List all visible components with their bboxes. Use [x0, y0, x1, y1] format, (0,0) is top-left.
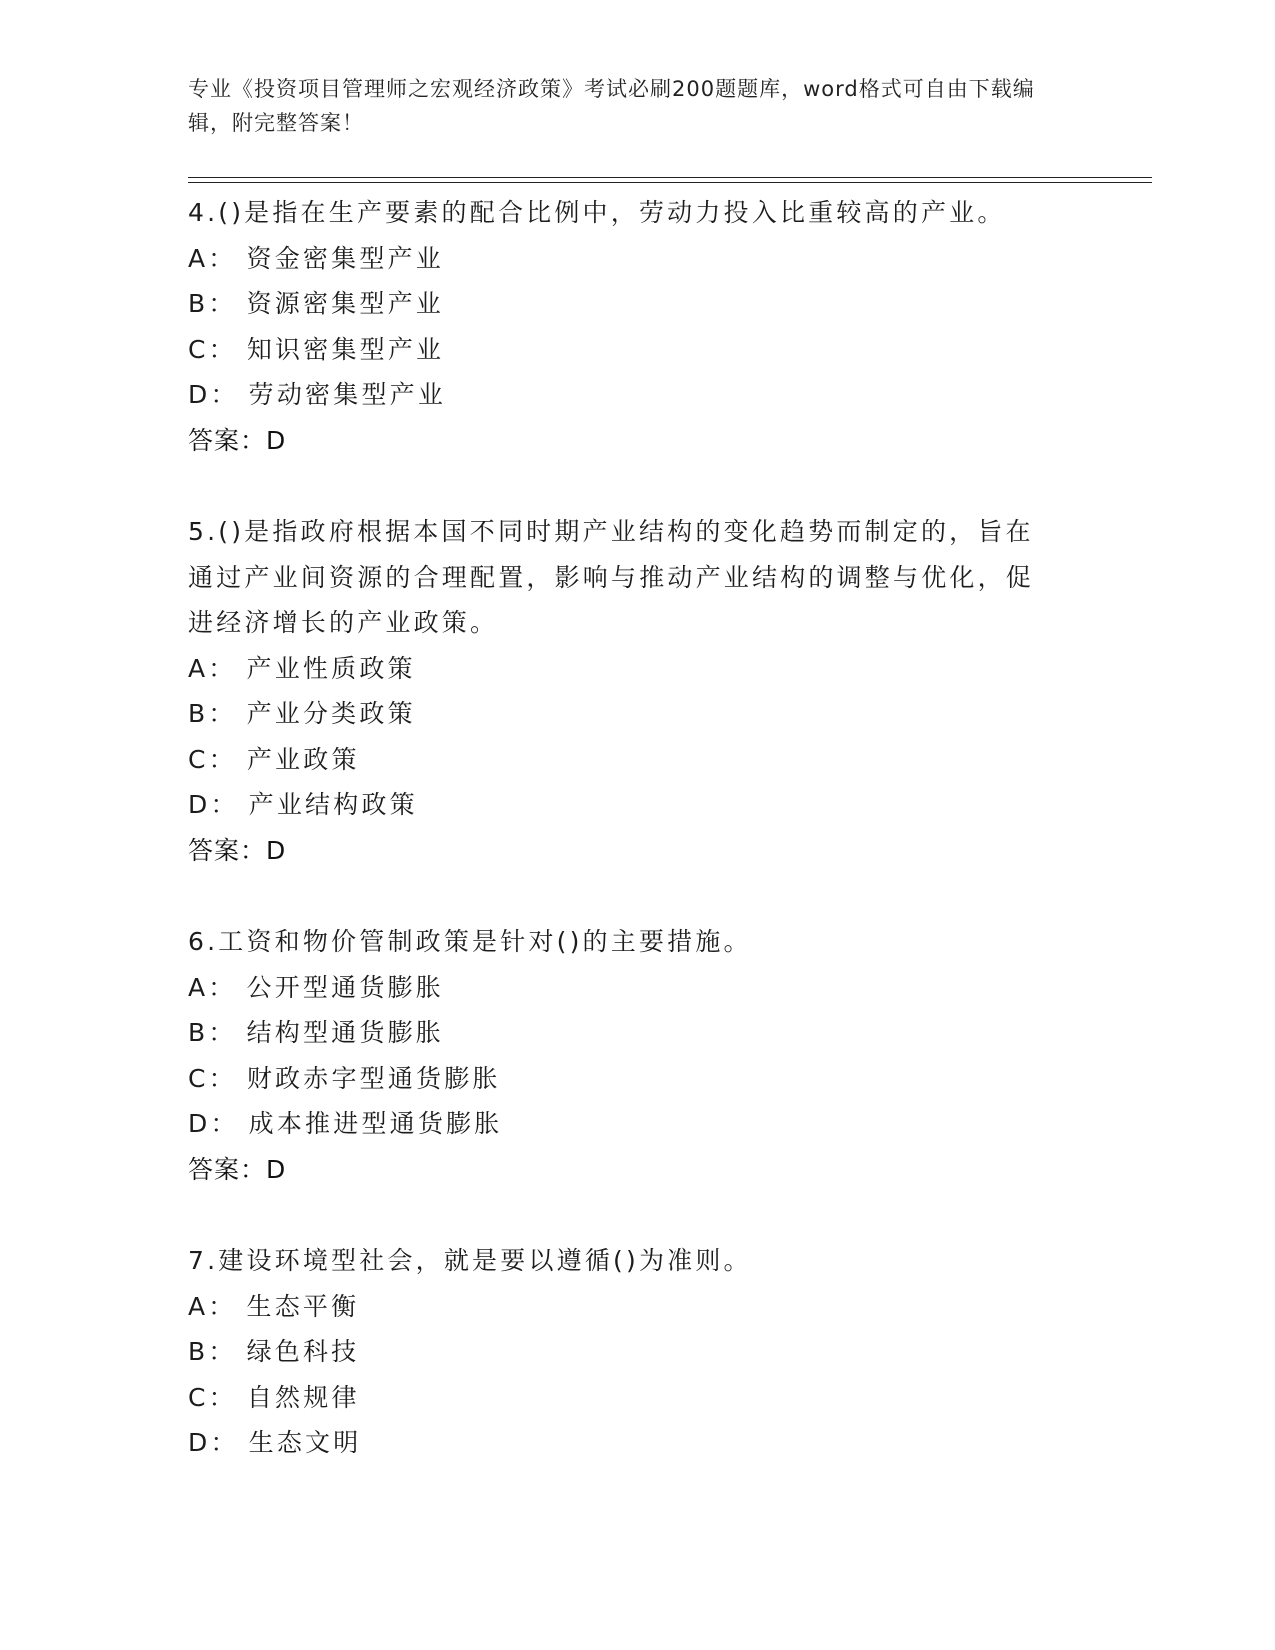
- option-key: B：: [188, 1018, 237, 1047]
- question-list: [188, 188, 1088, 1466]
- option-key: C：: [188, 334, 237, 364]
- option-text: 成本推进型通货膨胀: [248, 1109, 503, 1138]
- answer-line: 答案：D: [188, 425, 287, 455]
- option-d: [188, 372, 1088, 418]
- question-stem: 5.()是指政府根据本国不同时期产业结构的变化趋势而制定的，旨在通过产业间资源的合理配置，影响与推动产业结构的调整与优化，促进经济增长的产业政策。: [188, 517, 1035, 637]
- option-text: 生态平衡: [246, 1291, 360, 1321]
- answer-line: 答案：D: [188, 835, 287, 865]
- option-key: A：: [188, 243, 237, 273]
- question-stem: 6.工资和物价管制政策是针对()的主要措施。: [188, 927, 752, 956]
- header-rule-bottom: [188, 182, 1152, 183]
- option-key: C：: [188, 1063, 237, 1093]
- document-header: 专业《投资项目管理师之宏观经济政策》考试必刷200题题库，word格式可自由下载编辑，附完整答案！: [188, 77, 1035, 135]
- header-rule-top: [188, 177, 1152, 178]
- option-text: 绿色科技: [246, 1337, 360, 1366]
- option-b: [188, 281, 1088, 327]
- option-list: [188, 646, 1088, 828]
- option-key: B：: [188, 289, 237, 318]
- option-key: A：: [188, 972, 237, 1002]
- question-7: [188, 1236, 1088, 1466]
- question-spacer: [188, 1192, 1088, 1236]
- option-c: [188, 327, 1088, 373]
- option-d: [188, 1420, 1088, 1466]
- option-key: D：: [188, 380, 239, 409]
- option-key: D：: [188, 1428, 239, 1457]
- answer-line: 答案：D: [188, 1154, 287, 1184]
- option-text: 产业政策: [246, 744, 360, 774]
- option-text: 产业结构政策: [248, 790, 418, 819]
- option-key: B：: [188, 699, 237, 728]
- option-text: 公开型通货膨胀: [246, 972, 444, 1002]
- option-a: [188, 1284, 1088, 1330]
- option-d: [188, 1101, 1088, 1147]
- option-key: B：: [188, 1337, 237, 1366]
- question-5: [188, 507, 1088, 873]
- option-c: [188, 737, 1088, 783]
- question-6: [188, 917, 1088, 1192]
- option-b: [188, 691, 1088, 737]
- option-c: [188, 1375, 1088, 1421]
- option-text: 生态文明: [248, 1428, 362, 1457]
- option-list: [188, 965, 1088, 1147]
- option-text: 产业分类政策: [246, 699, 416, 728]
- option-a: [188, 236, 1088, 282]
- option-b: [188, 1010, 1088, 1056]
- option-list: [188, 1284, 1088, 1466]
- question-stem: 7.建设环境型社会，就是要以遵循()为准则。: [188, 1246, 752, 1275]
- option-a: [188, 965, 1088, 1011]
- option-text: 劳动密集型产业: [248, 380, 447, 409]
- option-a: [188, 646, 1088, 692]
- option-key: A：: [188, 653, 237, 683]
- option-list: [188, 236, 1088, 418]
- question-spacer: [188, 873, 1088, 917]
- option-text: 资金密集型产业: [246, 243, 444, 273]
- option-key: D：: [188, 1109, 239, 1138]
- option-text: 产业性质政策: [246, 653, 416, 683]
- option-key: C：: [188, 1382, 237, 1412]
- option-d: [188, 782, 1088, 828]
- question-4: [188, 188, 1088, 463]
- option-key: D：: [188, 790, 239, 819]
- option-text: 自然规律: [246, 1382, 360, 1412]
- option-text: 财政赤字型通货膨胀: [246, 1063, 501, 1093]
- option-text: 知识密集型产业: [246, 334, 445, 364]
- option-key: C：: [188, 744, 237, 774]
- option-text: 结构型通货膨胀: [246, 1018, 444, 1047]
- option-b: [188, 1329, 1088, 1375]
- option-text: 资源密集型产业: [246, 289, 444, 318]
- option-c: [188, 1056, 1088, 1102]
- question-spacer: [188, 463, 1088, 507]
- question-stem: 4.()是指在生产要素的配合比例中，劳动力投入比重较高的产业。: [188, 198, 1006, 227]
- option-key: A：: [188, 1291, 237, 1321]
